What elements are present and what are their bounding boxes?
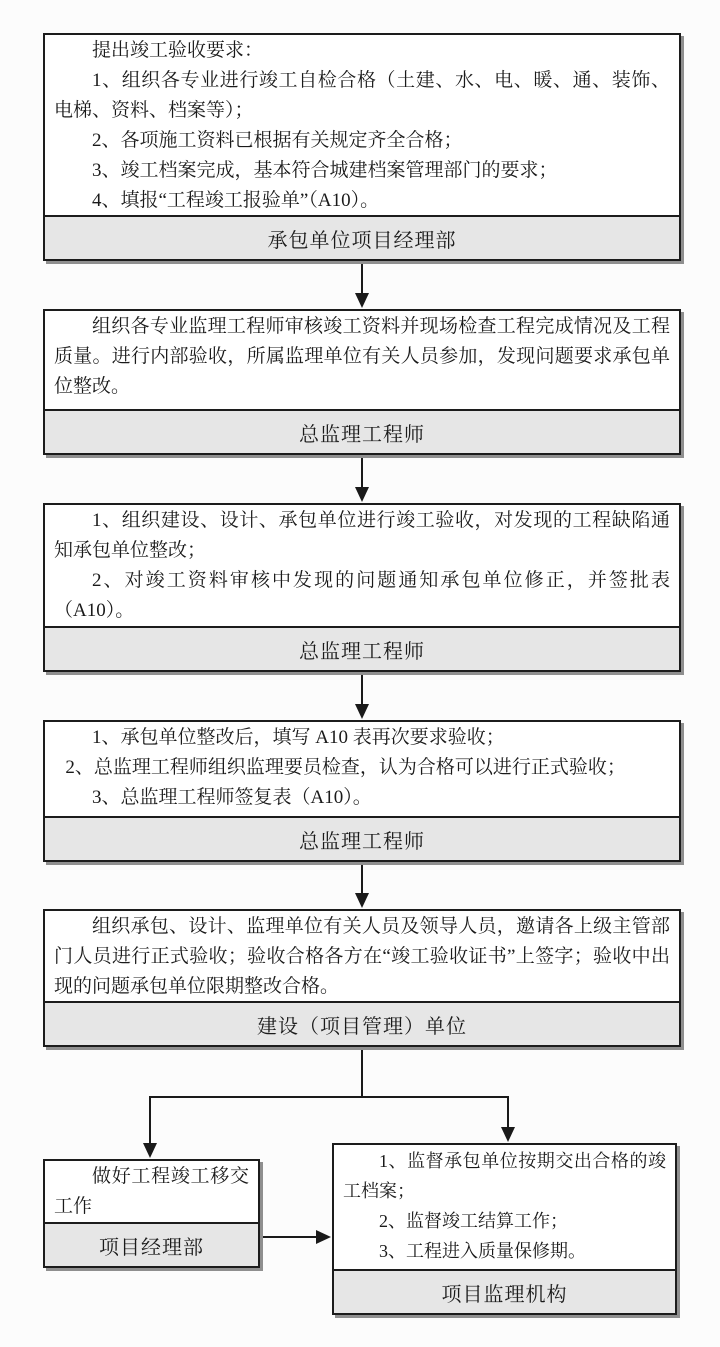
arrow-down-4 bbox=[355, 862, 369, 908]
box-paragraph: 2、监督竣工结算工作； bbox=[379, 1211, 568, 1231]
arrow-down-left-branch bbox=[143, 1096, 157, 1158]
flow-box-contractor-request bbox=[43, 33, 681, 261]
arrow-down-1 bbox=[355, 263, 369, 308]
box-role-label: 承包单位项目经理部 bbox=[45, 215, 679, 259]
flow-box-reinspection bbox=[43, 720, 681, 862]
arrow-right-handover-to-supervision bbox=[260, 1230, 331, 1244]
arrow-down-2 bbox=[355, 455, 369, 502]
box-paragraph: 1、承包单位整改后，填写 A10 表再次要求验收； bbox=[92, 727, 505, 748]
box-paragraph: 组织各专业监理工程师审核竣工资料并现场检查工程完成情况及工程质量。进行内部验收，所属监理单位有关人员参加，发现问题要求承包单位整改。 bbox=[54, 316, 670, 397]
box-paragraph: 组织承包、设计、监理单位有关人员及领导人员，邀请各上级主管部门人员进行正式验收；验收合格各方在“竣工验收证书”上签字；验收中出现的问题承包单位限期整改合格。 bbox=[54, 916, 670, 997]
box-content bbox=[45, 311, 679, 409]
box-content bbox=[45, 35, 679, 215]
box-paragraph: 3、总监理工程师签复表（A10）。 bbox=[92, 787, 372, 808]
box-paragraph: 2、各项施工资料已根据有关规定齐全合格； bbox=[92, 130, 463, 151]
box-content bbox=[45, 1161, 258, 1222]
flow-box-post-acceptance-supervision bbox=[332, 1143, 677, 1315]
box-paragraph: 1、组织建设、设计、承包单位进行竣工验收，对发现的工程缺陷通知承包单位整改； bbox=[54, 510, 670, 561]
box-paragraph: 2、对竣工资料审核中发现的问题通知承包单位修正，并签批表（A10）。 bbox=[54, 570, 670, 621]
flow-box-organize-preacceptance bbox=[43, 503, 681, 672]
arrow-down-right-branch bbox=[501, 1096, 515, 1142]
box-paragraph: 1、组织各专业进行竣工自检合格（土建、水、电、暖、通、装饰、电梯、资料、档案等）； bbox=[54, 70, 670, 121]
box-paragraph: 提出竣工验收要求： bbox=[92, 40, 264, 61]
box-role-label: 项目经理部 bbox=[45, 1222, 258, 1266]
box-paragraph: 1、监督承包单位按期交出合格的竣工档案； bbox=[343, 1151, 666, 1201]
box-role-label: 总监理工程师 bbox=[45, 626, 679, 670]
flow-box-supervisor-review bbox=[43, 309, 681, 455]
box-content bbox=[45, 722, 679, 816]
box-content bbox=[45, 505, 679, 626]
box-content bbox=[334, 1145, 675, 1269]
box-role-label: 总监理工程师 bbox=[45, 816, 679, 860]
box-paragraph: 做好工程竣工移交工作 bbox=[54, 1166, 249, 1217]
box-role-label: 建设（项目管理）单位 bbox=[45, 1001, 679, 1045]
flow-box-formal-acceptance bbox=[43, 909, 681, 1047]
box-paragraph: 3、工程进入质量保修期。 bbox=[379, 1241, 586, 1261]
box-role-label: 总监理工程师 bbox=[45, 409, 679, 453]
box-paragraph: 4、填报“工程竣工报验单”（A10）。 bbox=[92, 190, 380, 211]
flow-box-handover bbox=[43, 1159, 260, 1268]
arrow-down-3 bbox=[355, 672, 369, 719]
box-content bbox=[45, 911, 679, 1001]
box-role-label: 项目监理机构 bbox=[334, 1269, 675, 1313]
box-paragraph: 3、竣工档案完成，基本符合城建档案管理部门的要求； bbox=[92, 160, 558, 181]
box-paragraph: 2、总监理工程师组织监理要员检查，认为合格可以进行正式验收； bbox=[65, 757, 626, 778]
